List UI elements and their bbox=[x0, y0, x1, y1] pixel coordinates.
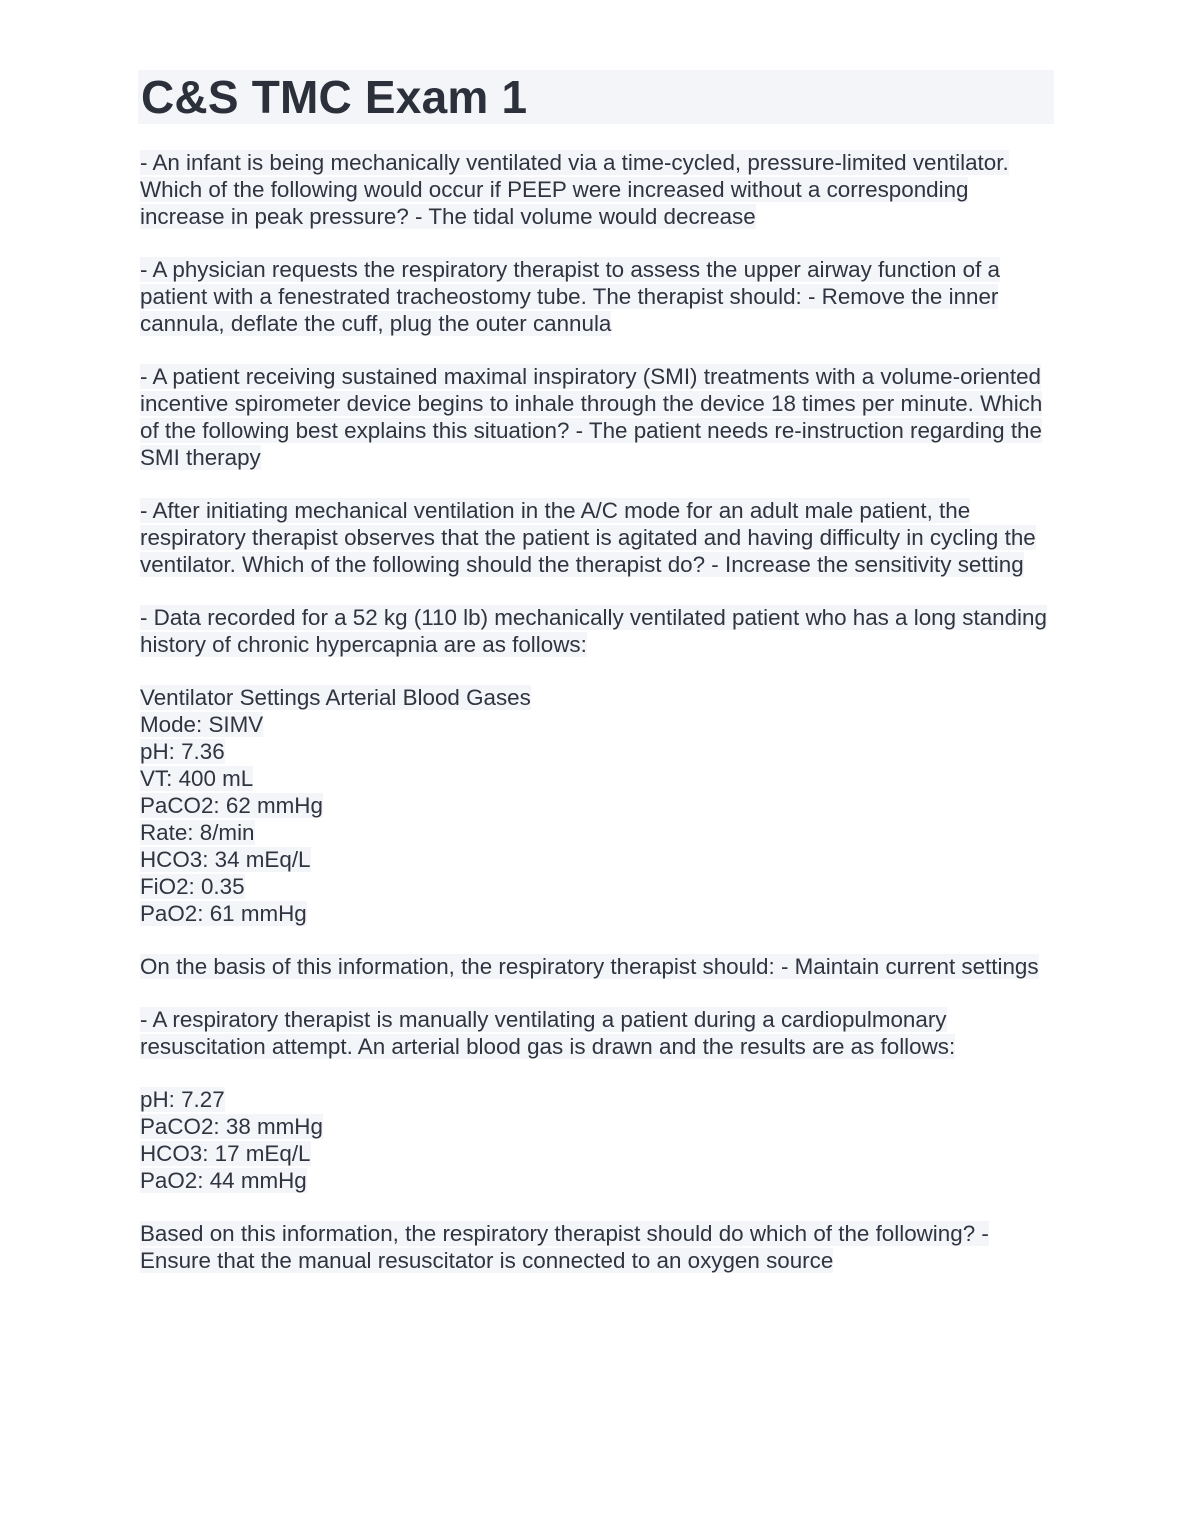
question-6-answer-text: Based on this information, the respiratory therapist should do which of the following? - Ensure that the manual resuscitator is connected to an oxygen source bbox=[140, 1221, 989, 1273]
question-4 bbox=[140, 497, 1054, 578]
title-bar bbox=[138, 70, 1054, 124]
data-line: Ventilator Settings Arterial Blood Gases bbox=[140, 685, 531, 710]
question-5-intro bbox=[140, 604, 1054, 658]
data-line: HCO3: 34 mEq/L bbox=[140, 847, 311, 872]
document-page bbox=[138, 70, 1054, 1300]
question-5-answer bbox=[140, 953, 1054, 980]
data-line: pH: 7.27 bbox=[140, 1087, 225, 1112]
data-line: PaO2: 44 mmHg bbox=[140, 1168, 307, 1193]
data-line: PaCO2: 62 mmHg bbox=[140, 793, 323, 818]
question-2 bbox=[140, 256, 1054, 337]
question-3-text: - A patient receiving sustained maximal inspiratory (SMI) treatments with a volume-oriented incentive spirometer device begins to inhale through the device 18 times per minute. Which of the following best explains this situation? - The patient needs re-instruction regarding the SMI therapy bbox=[140, 364, 1043, 470]
question-6-intro-text: - A respiratory therapist is manually ventilating a patient during a cardiopulmonary resuscitation attempt. An arterial blood gas is drawn and the results are as follows: bbox=[140, 1007, 956, 1059]
question-6-answer bbox=[140, 1220, 1054, 1274]
data-line: PaCO2: 38 mmHg bbox=[140, 1114, 323, 1139]
data-line: HCO3: 17 mEq/L bbox=[140, 1141, 311, 1166]
data-line: VT: 400 mL bbox=[140, 766, 254, 791]
question-5-data-list bbox=[140, 684, 1054, 927]
question-5-answer-text: On the basis of this information, the respiratory therapist should: - Maintain current settings bbox=[140, 954, 1039, 979]
question-6-intro bbox=[140, 1006, 1054, 1060]
question-3 bbox=[140, 363, 1054, 471]
data-line: FiO2: 0.35 bbox=[140, 874, 245, 899]
question-1 bbox=[140, 149, 1054, 230]
question-2-text: - A physician requests the respiratory therapist to assess the upper airway function of a patient with a fenestrated tracheostomy tube. The therapist should: - Remove the inner cannula, deflate the cuff, plug the outer cannula bbox=[140, 257, 1001, 336]
question-4-text: - After initiating mechanical ventilation in the A/C mode for an adult male patient, the respiratory therapist observes that the patient is agitated and having difficulty in cycling the ventilator. Which of the following should the therapist do? - Increase the sensitivity setting bbox=[140, 498, 1036, 577]
data-line: pH: 7.36 bbox=[140, 739, 225, 764]
data-line: Mode: SIMV bbox=[140, 712, 264, 737]
question-5-intro-text: - Data recorded for a 52 kg (110 lb) mechanically ventilated patient who has a long standing history of chronic hypercapnia are as follows: bbox=[140, 605, 1047, 657]
data-line: Rate: 8/min bbox=[140, 820, 255, 845]
question-6-data-list bbox=[140, 1086, 1054, 1194]
data-line: PaO2: 61 mmHg bbox=[140, 901, 307, 926]
question-1-text: - An infant is being mechanically ventilated via a time-cycled, pressure-limited ventilator. Which of the following would occur if PEEP were increased without a corresponding increase in peak pressure? - The tidal volume would decrease bbox=[140, 150, 1009, 229]
page-title: C&S TMC Exam 1 bbox=[141, 71, 528, 123]
